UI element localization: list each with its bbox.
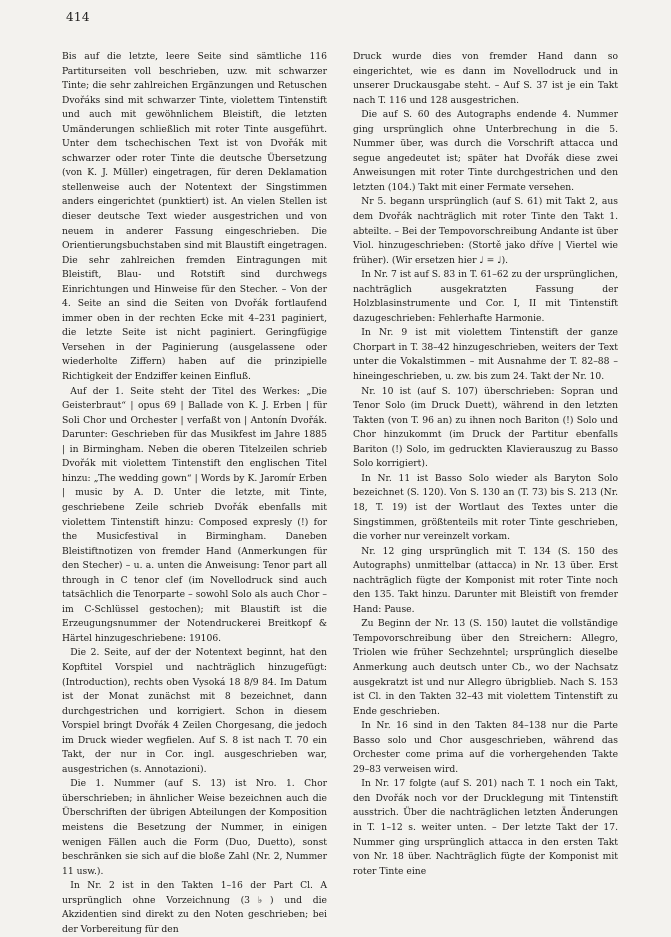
paragraph: Druck wurde dies von fremder Hand dann so eingerichtet, wie es dann im Novellodruck und in unserer Druckausgabe steht. – Auf S. 37 ist je ein Takt nach T. 116 und 128 ausgestrichen. <box>353 51 618 106</box>
paragraph: In Nr. 7 ist auf S. 83 in T. 61–62 zu der ursprünglichen, nachträglich ausgekratzten Fassung der Holzblasinstrumente und Cor. I, II mit Tintenstift dazugeschrieben: Fehlerhafte Harmonie. <box>353 269 618 324</box>
paragraph: Auf der 1. Seite steht der Titel des Werkes: „Die Geisterbraut“ | opus 69 | Ballade von K. J. Erben | für Soli Chor und Orchester | verfaßt von | Antonín Dvořák. Darunter: Geschrieben für das Musikfest im Jahre 1885 | in Birmingham. Neben die oberen Titelzeilen schrieb Dvořák mit violettem Tintenstift den englischen Titel hinzu: „The wedding gown“ | Words by K. Jaromír Erben | music by A. D. Unter die letzte, mit Tinte, geschriebene Zeile schrieb Dvořák ebenfalls mit violettem Tintenstift hinzu: Composed expresly (!) for the Musicfestival in Birmingham. Daneben Bleistiftnotizen von fremder Hand (Anmerkungen für den Stecher) – u. a. unten die Anweisung: Tenor part all through in C tenor clef (im Novellodruck sind auch tatsächlich die Tenorparte – sowohl Solo als auch Chor – im C-Schlüssel gestochen); mit Blaustift ist die Erzeugungsnummer der Notendruckerei Breitkopf & Härtel hinzugeschriebene: 19106. <box>62 385 327 644</box>
paragraph: Nr. 10 ist (auf S. 107) überschrieben: Sopran und Tenor Solo (im Druck Duett), während in den letzten Takten (von T. 96 an) zu ihnen noch Bariton (!) Solo und Chor hinzukommt (im Druck der Partitur ebenfalls Bariton (!) Solo, im gedruckten Klavierauszug zu Basso Solo korrigiert). <box>353 385 618 470</box>
left-text-column <box>62 50 327 937</box>
paragraph: In Nr. 17 folgte (auf S. 201) nach T. 1 noch ein Takt, den Dvořák noch vor der Drucklegung mit Tintenstift ausstrich. Über die nachträglichen letzten Änderungen in T. 1–12 s. weiter unten. – Der letzte Takt der 17. Nummer ging ursprünglich attacca in den ersten Takt von Nr. 18 über. Nachträglich fügte der Komponist mit roter Tinte eine <box>353 778 618 877</box>
paragraph: Bis auf die letzte, leere Seite sind sämtliche 116 Partiturseiten voll beschrieben, uzw. mit schwarzer Tinte; die sehr zahlreichen Ergänzungen und Retuschen Dvořáks sind mit schwarzer Tinte, violettem Tintenstift und auch mit gewöhnlichem Bleistift, die letzten Umänderungen schließlich mit roter Tinte ausgeführt. Unter dem tschechischen Text ist von Dvořák mit schwarzer oder roter Tinte die deutsche Übersetzung (von K. J. Müller) eingetragen, für deren Deklamation stellenweise auch der Notentext der Singstimmen anders eingerichtet (punktiert) ist. An vielen Stellen ist dieser deutsche Text wieder ausgestrichen und von neuem in anderer Fassung eingeschrieben. Die Orientierungsbuchstaben sind mit Blaustift eingetragen. Die sehr zahlreichen fremden Eintragungen mit Bleistift, Blau- und Rotstift sind durchwegs Einrichtungen und Hinweise für den Stecher. – Von der 4. Seite an sind die Seiten von Dvořák fortlaufend immer oben in der rechten Ecke mit 4–231 paginiert, die letzte Seite ist nicht paginiert. Geringfügige Versehen in der Paginierung (ausgelassene oder wiederholte Ziffern) haben auf die prinzipielle Richtigkeit der Endziffer keinen Einfluß. <box>62 51 327 383</box>
right-text-column <box>353 50 618 879</box>
paragraph: Die 1. Nummer (auf S. 13) ist Nro. 1. Chor überschrieben; in ähnlicher Weise bezeichnen auch die Überschriften der übrigen Abteilungen der Komposition meistens die Besetzung der Nummer, in einigen wenigen Fällen auch die Form (Duo, Duetto), sonst beschränken sie sich auf die bloße Zahl (Nr. 2, Nummer 11 usw.). <box>62 778 327 877</box>
paragraph: Die 2. Seite, auf der der Notentext beginnt, hat den Kopftitel Vorspiel und nachträglich hinzugefügt: (Introduction), rechts oben Vysoká 18 8/9 84. Im Datum ist der Monat zunächst mit 8 bezeichnet, dann durchgestrichen und korrigiert. Schon in diesem Vorspiel bringt Dvořák 4 Zeilen Chorgesang, die jedoch im Druck wieder wegfielen. Auf S. 8 ist nach T. 70 ein Takt, der nur in Cor. ingl. ausgeschrieben war, ausgestrichen (s. Annotazioni). <box>62 647 327 775</box>
paragraph: Die auf S. 60 des Autographs endende 4. Nummer ging ursprünglich ohne Unterbrechung in die 5. Nummer über, was durch die Vorschrift attacca und segue angedeutet ist; später hat Dvořák diese zwei Anweisungen mit roter Tinte durchgestrichen und den letzten (104.) Takt mit einer Fermate versehen. <box>353 109 618 193</box>
paragraph: In Nr. 9 ist mit violettem Tintenstift der ganze Chorpart in T. 38–42 hinzugeschrieben, weiters der Text unter die Vokalstimmen – mit Ausnahme der T. 82–88 – hineingeschrieben, u. zw. bis zum 24. Takt der Nr. 10. <box>353 327 618 383</box>
paragraph: In Nr. 2 ist in den Takten 1–16 der Part Cl. A ursprünglich ohne Vorzeichnung (3♭) und die Akzidentien sind direkt zu den Noten geschrieben; bei der Vorbereitung für den <box>62 880 327 935</box>
paragraph: In Nr. 11 ist Basso Solo wieder als Baryton Solo bezeichnet (S. 120). Von S. 130 an (T. 73) bis S. 213 (Nr. 18, T. 19) ist der Wortlaut des Textes unter die Singstimmen, größtenteils mit roter Tinte geschrieben, die vorher nur vereinzelt vorkam. <box>353 472 618 543</box>
page-number: 414 <box>66 10 90 24</box>
paragraph: In Nr. 16 sind in den Takten 84–138 nur die Parte Basso solo und Chor ausgeschrieben, während das Orchester come prima auf die vorhergehenden Takte 29–83 verweisen wird. <box>353 720 618 775</box>
paragraph: Zu Beginn der Nr. 13 (S. 150) lautet die vollständige Tempovorschreibung über den Streichern: Allegro, Triolen wie früher Sechzehntel; ursprünglich dieselbe Anmerkung auch deutsch unter Cb., wo der Nachsatz ausgekratzt ist und nur Allegro übrigblieb. Nach S. 153 ist Cl. in den Takten 32–43 mit violettem Tintenstift zu Ende geschrieben. <box>353 618 618 717</box>
paragraph: Nr. 12 ging ursprünglich mit T. 134 (S. 150 des Autographs) unmittelbar (attacca) in Nr. 13 über. Erst nachträglich fügte der Komponist mit roter Tinte noch den 135. Takt hinzu. Darunter mit Bleistift von fremder Hand: Pause. <box>353 545 618 615</box>
paragraph: Nr 5. begann ursprünglich (auf S. 61) mit Takt 2, aus dem Dvořák nachträglich mit roter Tinte den Takt 1. abteilte. – Bei der Tempovorschreibung Andante ist über Viol. hinzugeschrieben: (Stortě jako dříve | Viertel wie früher). (Wir ersetzen hier ♩ = ♩). <box>353 196 618 266</box>
